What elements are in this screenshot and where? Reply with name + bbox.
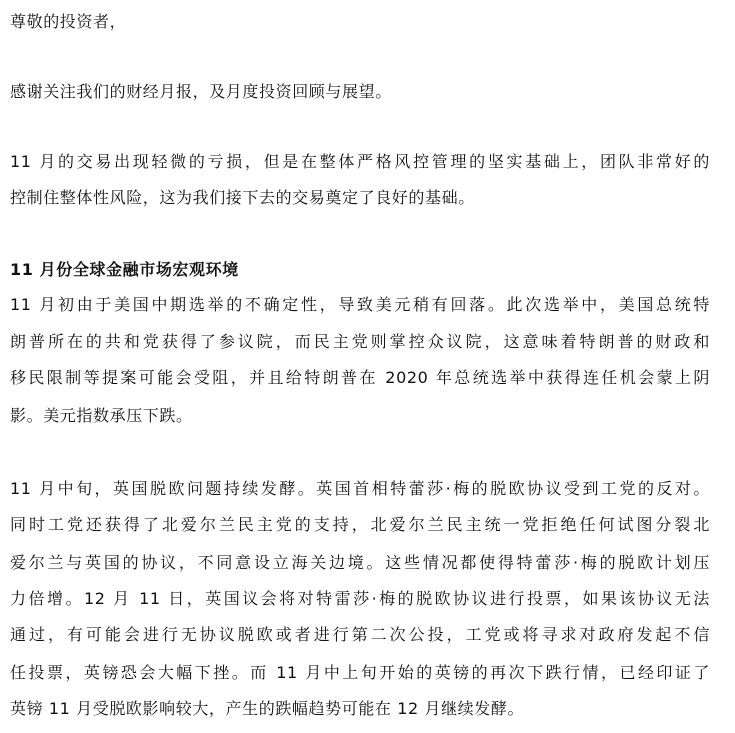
paragraph2-line-5: 通过，有可能会进行无协议脱欧或者进行第二次公投，工党或将寻求对政府发起不信 (10, 625, 710, 644)
summary-line-1: 11 月的交易出现轻微的亏损，但是在整体严格风控管理的坚实基础上，团队非常好的 (10, 152, 710, 171)
paragraph2-line-4: 力倍增。12 月 11 日，英国议会将对特雷莎·梅的脱欧协议进行投票，如果该协议无法 (10, 589, 710, 608)
greeting-line: 尊敬的投资者， (10, 12, 127, 31)
paragraph2-line-7: 英镑 11 月受脱欧影响较大，产生的跌幅趋势可能在 12 月继续发酵。 (10, 699, 525, 718)
document-body (10, 0, 725, 733)
paragraph2-line-6: 任投票，英镑恐会大幅下挫。而 11 月中上旬开始的英镑的再次下跌行情，已经印证了 (10, 663, 710, 682)
summary-line-2: 控制住整体性风险，这为我们接下去的交易奠定了良好的基础。 (10, 188, 475, 207)
paragraph2-line-2: 同时工党还获得了北爱尔兰民主党的支持，北爱尔兰民主统一党拒绝任何试图分裂北 (10, 515, 710, 534)
intro-line: 感谢关注我们的财经月报，及月度投资回顾与展望。 (10, 82, 392, 101)
section-heading: 11 月份全球金融市场宏观环境 (10, 260, 239, 279)
paragraph1-line-4: 影。美元指数承压下跌。 (10, 406, 193, 425)
paragraph2-line-3: 爱尔兰与英国的协议，不同意设立海关边境。这些情况都使得特蕾莎·梅的脱欧计划压 (10, 553, 710, 572)
paragraph2-line-1: 11 月中旬，英国脱欧问题持续发酵。英国首相特蕾莎·梅的脱欧协议受到工党的反对。 (10, 479, 710, 498)
paragraph1-line-2: 朗普所在的共和党获得了参议院，而民主党则掌控众议院，这意味着特朗普的财政和 (10, 332, 710, 351)
paragraph1-line-3: 移民限制等提案可能会受阻，并且给特朗普在 2020 年总统选举中获得连任机会蒙上阴 (10, 368, 710, 387)
paragraph1-line-1: 11 月初由于美国中期选举的不确定性，导致美元稍有回落。此次选举中，美国总统特 (10, 295, 710, 314)
